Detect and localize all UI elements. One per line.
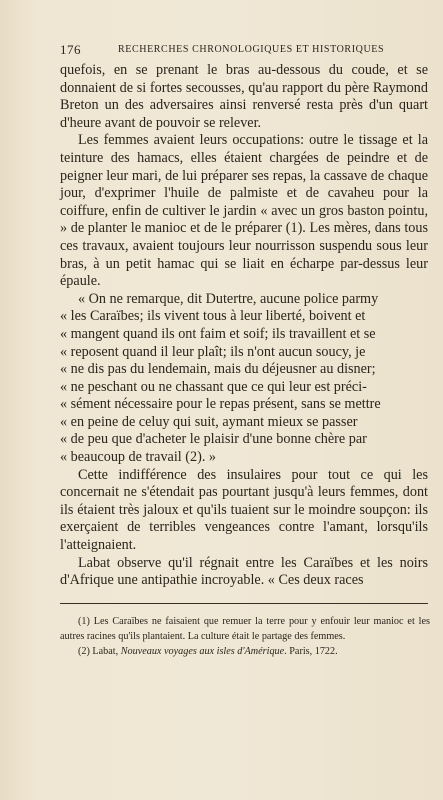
quote-line: « de peu que d'acheter le plaisir d'une bonne chère par [60,431,367,448]
running-head: RECHERCHES CHRONOLOGIQUES ET HISTORIQUES [118,44,385,55]
quote-line: « en peine de celuy qui suit, aymant mieux se passer [60,413,358,430]
footnote-2 [60,644,430,659]
footnotes [60,614,430,659]
quote-line: « beaucoup de travail (2). » [60,449,217,466]
paragraph: Labat observe qu'il régnait entre les Caraïbes et les noirs d'Afrique une antipathie incroyable. « Ces deux races [60,554,428,589]
quotation-block [60,291,428,467]
footnote-2-title: Nouveaux voyages aux isles d'Amérique [120,646,285,657]
quote-line: « ne peschant ou ne chassant que ce qui leur est préci- [60,378,367,395]
quote-line: « sément nécessaire pour le repas présent, sans se mettre [60,396,381,413]
page-header [60,42,426,58]
paragraph: quefois, en se prenant le bras au-dessous du coude, et se donnaient de si fortes secousses, qu'au rapport du père Raymond Breton un des adversaires ainsi renversé resta près d'un quart d'heure avant de pouvoir se relever. [60,62,428,131]
quote-line: « mangent quand ils ont faim et soif; ils travaillent et se [60,325,376,342]
footnote-1: (1) Les Caraïbes ne faisaient que remuer la terre pour y enfouir leur manioc et les autres racines qu'ils plantaient. La culture était le partage des femmes. [60,616,430,642]
quote-line: « reposent quand il leur plaît; ils n'ont aucun soucy, je [60,343,366,360]
quote-line: « On ne remarque, dit Dutertre, aucune police parmy [78,290,379,307]
main-text [60,62,428,590]
footnote-2-prefix: (2) Labat, [78,646,121,657]
quote-line: « ne dis pas du lendemain, mais du déjeusner au disner; [60,361,376,378]
quote-line: « les Caraïbes; ils vivent tous à leur liberté, boivent et [60,308,366,325]
paragraph: Les femmes avaient leurs occupations: outre le tissage et la teinture des hamacs, elles étaient chargées de peindre et de peigner leur mari, de lui préparer ses repas, la cassave de chaque jour, d'exprimer l'huile de palmiste et de cavaheu pour la coiffure, enfin de cultiver le jardin « avec un gros baston pointu, » de planter le manioc et de le préparer (1). Les mères, dans tous ces travaux, avaient toujours leur nourrisson suspendu sous leur bras, à un petit hamac qui se liait en écharpe par-dessus leur épaule. [60,132,428,290]
footnote-divider [60,603,428,604]
page-number: 176 [60,42,81,57]
paragraph: Cette indifférence des insulaires pour tout ce qui les concernait ne s'étendait pas pourtant jusqu'à leurs femmes, dont ils étaient très jaloux et qu'ils tuaient sur le moindre soupçon: ils exerçaient de terribles vengeances contre l'amant, lorsqu'ils l'atteignaient. [60,466,428,554]
footnote-2-suffix: . Paris, 1722. [284,646,338,657]
